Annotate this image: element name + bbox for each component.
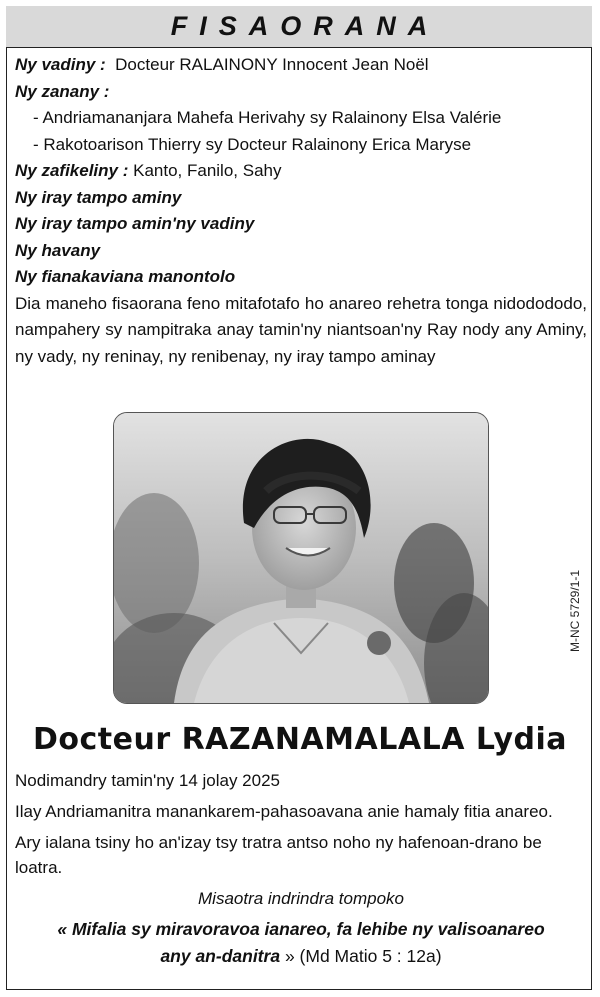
quote-line-1: « Mifalia sy miravoravoa ianareo, fa lehibe ny valisoanareo <box>57 919 545 939</box>
bible-quote <box>15 916 587 970</box>
header-banner <box>6 6 592 48</box>
child-line: - Andriamananjara Mahefa Herivahy sy Ralainony Elsa Valérie <box>33 108 502 127</box>
children-label: Ny zanany : <box>15 81 110 101</box>
portrait-photo <box>113 412 489 704</box>
deceased-name: Docteur RAZANAMALALA Lydia <box>32 722 567 757</box>
death-date: Nodimandry tamin'ny 14 jolay 2025 <box>15 771 281 790</box>
siblings-line: Ny iray tampo aminy <box>15 187 182 207</box>
quote-close: » <box>284 946 295 966</box>
apology-text: Ary ialana tsiny ho an'izay tsy tratra antso noho ny hafenoan-drano be loatra. <box>15 833 542 877</box>
thanks-paragraph: Dia maneho fisaorana feno mitafotafo ho anareo rehetra tonga nidodododo, nampahery sy nampitraka anay tamin'ny niantsoan'ny Ray nody any Aminy, ny vady, ny reninay, ny renibenay, ny iray tampo aminay <box>15 293 587 366</box>
quote-reference: (Md Matio 5 : 12a) <box>299 946 442 966</box>
spouse-label: Ny vadiny : <box>15 55 106 74</box>
spouse-siblings-line: Ny iray tampo amin'ny vadiny <box>15 214 255 233</box>
blessing-text: Ilay Andriamanitra manankarem-pahasoavana anie hamaly fitia anareo. <box>15 802 553 821</box>
closing-section <box>15 768 587 970</box>
grandchildren-line <box>15 158 587 185</box>
whole-family-line: Ny fianakaviana manontolo <box>15 267 236 286</box>
thanks-line: Misaotra indrindra tompoko <box>198 889 404 908</box>
quote-line-2-text: any an-danitra <box>160 946 281 966</box>
child-line: - Rakotoarison Thierry sy Docteur Ralainony Erica Maryse <box>33 134 472 154</box>
grandchildren-value: Kanto, Fanilo, Sahy <box>133 161 282 180</box>
family-list <box>15 52 587 370</box>
relatives-line: Ny havany <box>15 240 101 260</box>
reference-code: M-NC 5729/1-1 <box>568 569 582 652</box>
grandchildren-label: Ny zafikeliny : <box>15 161 129 180</box>
spouse-line <box>15 52 587 79</box>
portrait-image <box>114 413 488 703</box>
quote-line-2 <box>15 943 587 970</box>
spouse-value: Docteur RALAINONY Innocent Jean Noël <box>115 55 429 74</box>
page-title: FISAORANA <box>170 11 440 41</box>
